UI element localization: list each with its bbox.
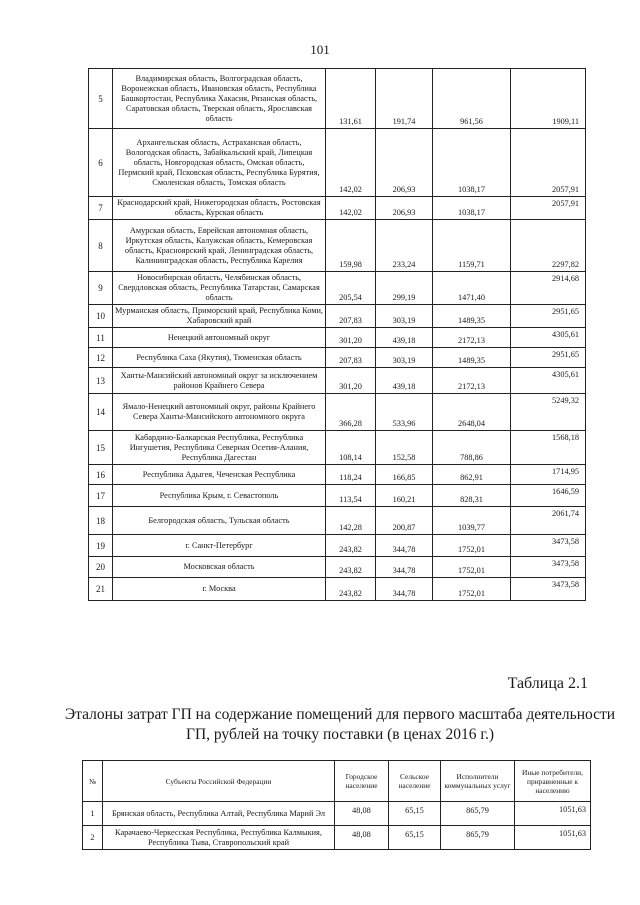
table-row [89,368,586,394]
table-label: Таблица 2.1 [507,675,588,692]
row-rural-value: 233,24 [376,220,433,272]
table-row [89,328,586,348]
row-urban-value: 205,54 [326,272,376,305]
row-urban-value: 207,83 [326,348,376,368]
row-utility-value: 1752,01 [433,578,511,601]
row-number: 5 [89,69,113,129]
header-region: Субъекты Российской Федерации [103,761,335,802]
row-number: 18 [89,507,113,535]
row-number: 12 [89,348,113,368]
row-rural-value: 344,78 [376,578,433,601]
header-num: № [83,761,103,802]
row-number: 10 [89,305,113,328]
table-row [89,535,586,557]
row-number: 8 [89,220,113,272]
table-2-1 [82,760,591,850]
row-utility-value: 865,79 [441,802,515,826]
row-other-value: 2057,91 [511,129,586,197]
row-region: Ямало-Ненецкий автономный округ, районы Крайнего Севера Ханты-Мансийского автономного округа [113,394,326,431]
row-utility-value: 1489,35 [433,305,511,328]
row-other-value: 3473,58 [511,557,586,578]
row-region: Архангельская область, Астраханская область, Вологодская область, Забайкальский край, Липецкая область, Новгородская область, Омская область, Пермский край, Псковская область, Республика Бурятия, Смоленская область, Томская область [113,129,326,197]
row-rural-value: 344,78 [376,557,433,578]
row-rural-value: 439,18 [376,328,433,348]
row-urban-value: 243,82 [326,557,376,578]
row-rural-value: 303,19 [376,305,433,328]
row-other-value: 3473,58 [511,535,586,557]
row-number: 14 [89,394,113,431]
row-number: 16 [89,465,113,485]
row-utility-value: 1039,77 [433,507,511,535]
row-number: 7 [89,197,113,220]
row-other-value: 1051,63 [515,826,591,850]
row-region: Московская область [113,557,326,578]
table-row [89,507,586,535]
row-number: 9 [89,272,113,305]
regions-table-continued [88,68,586,601]
row-region: Кабардино-Балкарская Республика, Республика Ингушетия, Республика Северная Осетия-Алания, Республика Дагестан [113,431,326,465]
row-other-value: 2057,91 [511,197,586,220]
row-region: Карачаево-Черкесская Республика, Республика Калмыкия, Республика Тыва, Ставропольский край [103,826,335,850]
row-other-value: 1568,18 [511,431,586,465]
table-title: Эталоны затрат ГП на содержание помещений для первого масштаба деятельности ГП, рублей на точку поставки (в ценах 2016 г.) [64,706,616,743]
header-other: Иные потребители, приравненные к населению [515,761,591,802]
table-row [89,394,586,431]
row-region: Новосибирская область, Челябинская область, Свердловская область, Республика Татарстан, Самарская область [113,272,326,305]
row-number: 6 [89,129,113,197]
row-other-value: 5249,32 [511,394,586,431]
row-region: Ненецкий автономный округ [113,328,326,348]
row-urban-value: 301,20 [326,368,376,394]
row-region: Республика Крым, г. Севастополь [113,485,326,507]
table-row [89,465,586,485]
row-rural-value: 303,19 [376,348,433,368]
table-row [89,272,586,305]
row-utility-value: 2172,13 [433,328,511,348]
row-utility-value: 1038,17 [433,129,511,197]
row-urban-value: 142,02 [326,129,376,197]
table-row [89,557,586,578]
row-utility-value: 1038,17 [433,197,511,220]
row-region: г. Санкт-Петербург [113,535,326,557]
row-urban-value: 142,02 [326,197,376,220]
row-urban-value: 243,82 [326,535,376,557]
row-utility-value: 2648,04 [433,394,511,431]
row-region: Амурская область, Еврейская автономная область, Иркутская область, Калужская область, Кемеровская область, Красноярский край, Ленинградская область, Калининградская область, Республика Карелия [113,220,326,272]
row-other-value: 4305,61 [511,328,586,348]
header-urban: Городское население [335,761,389,802]
row-number: 19 [89,535,113,557]
row-rural-value: 65,15 [389,826,441,850]
row-urban-value: 207,83 [326,305,376,328]
table-row [89,129,586,197]
header-utility: Исполнители коммунальных услуг [441,761,515,802]
row-urban-value: 113,54 [326,485,376,507]
row-rural-value: 191,74 [376,69,433,129]
row-region: Республика Саха (Якутия), Тюменская область [113,348,326,368]
row-other-value: 2061,74 [511,507,586,535]
table-row [89,197,586,220]
table-row [83,826,591,850]
row-urban-value: 159,98 [326,220,376,272]
row-urban-value: 142,28 [326,507,376,535]
row-number: 20 [89,557,113,578]
row-utility-value: 2172,13 [433,368,511,394]
row-utility-value: 865,79 [441,826,515,850]
row-other-value: 1051,63 [515,802,591,826]
row-number: 11 [89,328,113,348]
table-row [89,69,586,129]
row-number: 1 [83,802,103,826]
row-region: Краснодарский край, Нижегородская область, Ростовская область, Курская область [113,197,326,220]
row-urban-value: 48,08 [335,826,389,850]
row-rural-value: 533,96 [376,394,433,431]
row-utility-value: 1471,40 [433,272,511,305]
row-utility-value: 862,91 [433,465,511,485]
row-other-value: 3473,58 [511,578,586,601]
row-region: Владимирская область, Волгоградская область, Воронежская область, Ивановская область, Республика Башкортостан, Республика Хакасия, Рязанская область, Саратовская область, Тверская область, Ярославская область [113,69,326,129]
row-other-value: 2297,82 [511,220,586,272]
row-region: Мурманская область, Приморский край, Республика Коми, Хабаровский край [113,305,326,328]
row-urban-value: 108,14 [326,431,376,465]
row-other-value: 1714,95 [511,465,586,485]
row-utility-value: 1752,01 [433,535,511,557]
table-row [89,431,586,465]
row-other-value: 4305,61 [511,368,586,394]
row-rural-value: 439,18 [376,368,433,394]
row-other-value: 2951,65 [511,305,586,328]
row-region: г. Москва [113,578,326,601]
row-region: Республика Адыгея, Чеченская Республика [113,465,326,485]
table-row [89,578,586,601]
row-rural-value: 160,21 [376,485,433,507]
header-rural: Сельское население [389,761,441,802]
row-rural-value: 152,58 [376,431,433,465]
row-urban-value: 131,61 [326,69,376,129]
row-other-value: 2914,68 [511,272,586,305]
row-number: 21 [89,578,113,601]
row-number: 15 [89,431,113,465]
row-utility-value: 961,56 [433,69,511,129]
row-region: Ханты-Мансийский автономный округ за исключением районов Крайнего Севера [113,368,326,394]
row-number: 2 [83,826,103,850]
row-urban-value: 243,82 [326,578,376,601]
row-region: Белгородская область, Тульская область [113,507,326,535]
row-urban-value: 301,20 [326,328,376,348]
row-utility-value: 1159,71 [433,220,511,272]
page-number: 101 [310,42,330,57]
row-utility-value: 788,86 [433,431,511,465]
row-rural-value: 206,93 [376,197,433,220]
table-row [89,348,586,368]
row-rural-value: 206,93 [376,129,433,197]
row-number: 13 [89,368,113,394]
row-urban-value: 366,28 [326,394,376,431]
table-header-row [83,761,591,802]
table-row [89,485,586,507]
row-utility-value: 1752,01 [433,557,511,578]
row-rural-value: 344,78 [376,535,433,557]
row-utility-value: 828,31 [433,485,511,507]
row-rural-value: 166,85 [376,465,433,485]
row-rural-value: 200,87 [376,507,433,535]
table-row [83,802,591,826]
row-rural-value: 65,15 [389,802,441,826]
row-rural-value: 299,19 [376,272,433,305]
row-urban-value: 118,24 [326,465,376,485]
row-utility-value: 1489,35 [433,348,511,368]
row-other-value: 2951,65 [511,348,586,368]
row-urban-value: 48,08 [335,802,389,826]
table-row [89,305,586,328]
row-other-value: 1646,59 [511,485,586,507]
table-row [89,220,586,272]
row-region: Брянская область, Республика Алтай, Республика Марий Эл [103,802,335,826]
row-number: 17 [89,485,113,507]
row-other-value: 1909,11 [511,69,586,129]
